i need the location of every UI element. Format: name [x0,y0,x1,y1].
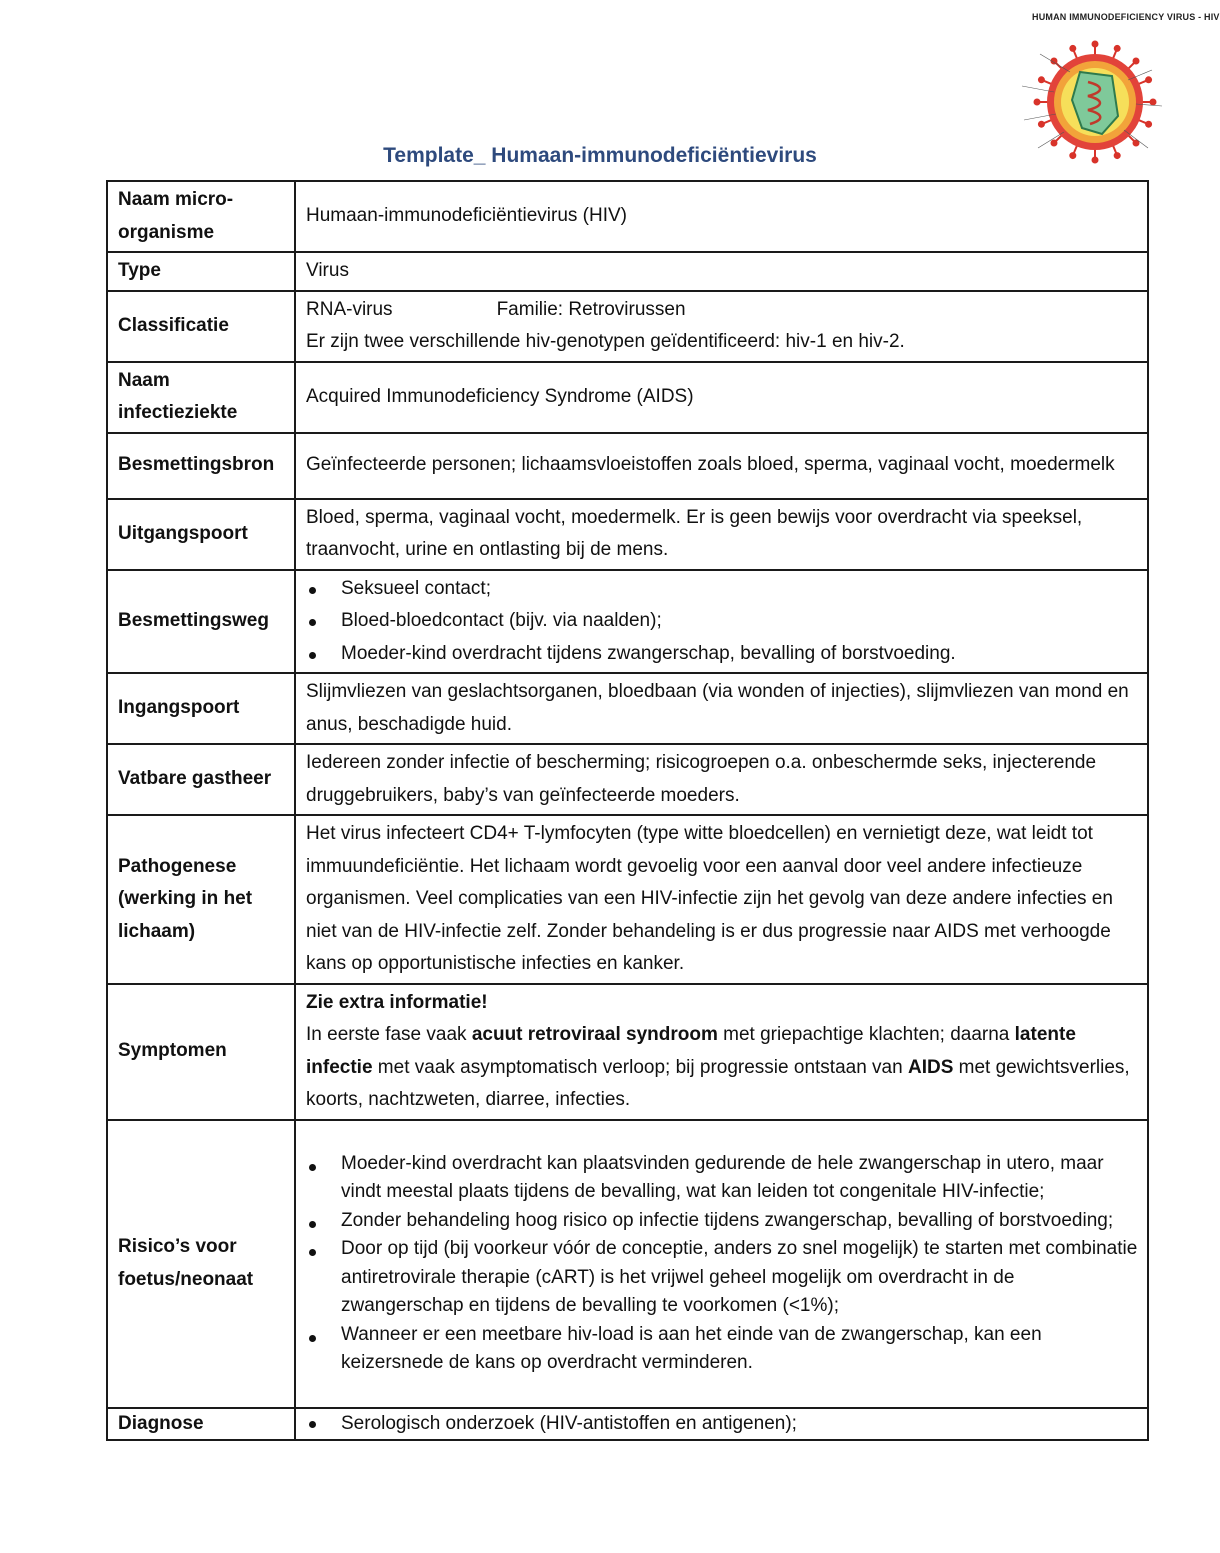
bullet-icon [309,1164,316,1171]
row-label: Naam micro-organisme [107,181,295,252]
figure-title: HUMAN IMMUNODEFICIENCY VIRUS - HIV [1032,12,1220,22]
spike-knob [1038,76,1045,83]
spike-knob [1034,99,1041,106]
list-item: Door op tijd (bij voorkeur vóór de conceptie, anders zo snel mogelijk) te starten met combinatie antiretrovirale therapie (cART) is het vrijwel geheel mogelijk om overdracht in de zwangerschap en tijdens de bevalling te voorkomen (<1%); [306,1235,1139,1321]
row-uitgang [107,499,1148,570]
row-value: Het virus infecteert CD4+ T-lymfocyten (type witte bloedcellen) en vernietigt deze, wat leidt tot immuundeficiëntie. Het lichaam wordt gevoelig voor een aanval door veel andere infectieuze organismen. Veel complicaties van een HIV-infectie zijn het gevolg van deze andere infecties en niet van de HIV-infectie zelf. Zonder behandeling is er dus progressie naar AIDS met verhoogde kans op opportunistische infecties en kanker. [295,815,1148,984]
list-item: Moeder-kind overdracht kan plaatsvinden gedurende de hele zwangerschap in utero, maar vindt meestal plaats tijdens de bevalling, wat kan leiden tot congenitale HIV-infectie; [306,1150,1139,1207]
row-classificatie [107,291,1148,362]
row-label: Risico’s voor foetus/neonaat [107,1120,295,1408]
bullet-icon [309,619,316,626]
row-value: Humaan-immunodeficiëntievirus (HIV) [295,181,1148,252]
row-label: Ingangspoort [107,673,295,744]
spike-knob [1092,41,1099,48]
row-label: Pathogenese (werking in het lichaam) [107,815,295,984]
row-ingang [107,673,1148,744]
row-label: Besmettingsbron [107,433,295,499]
spike-knob [1038,121,1045,128]
row-label: Naam infectieziekte [107,362,295,433]
row-label: Classificatie [107,291,295,362]
row-label: Uitgangspoort [107,499,295,570]
row-besmettingsweg [107,570,1148,674]
spike-knob [1114,45,1121,52]
row-value [295,291,1148,362]
familie: Familie: Retrovirussen [496,298,686,320]
row-risicos [107,1120,1148,1408]
row-value: Slijmvliezen van geslachtsorganen, bloedbaan (via wonden of injecties), slijmvliezen van mond en anus, beschadigde huid. [295,673,1148,744]
row-label: Type [107,252,295,291]
row-bron [107,433,1148,499]
bullet-icon [309,1335,316,1342]
list-item: Wanneer er een meetbare hiv-load is aan het einde van de zwangerschap, kan een keizersnede de kans op overdracht verminderen. [306,1321,1139,1378]
page-title: Template_ Humaan-immunodeficiëntievirus [383,144,817,167]
bullet-icon [309,1421,316,1428]
row-value: Virus [295,252,1148,291]
spike-knob [1145,76,1152,83]
bullet-icon [309,1249,316,1256]
row-label: Diagnose [107,1408,295,1440]
bullet-icon [309,1221,316,1228]
row-type [107,252,1148,291]
list-item: Seksueel contact; [306,573,1139,606]
list-item: Bloed-bloedcontact (bijv. via naalden); [306,605,1139,638]
row-value: Geïnfecteerde personen; lichaamsvloeistoffen zoals bloed, sperma, vaginaal vocht, moedermelk [295,433,1148,499]
row-ziekte [107,362,1148,433]
genotypen: Er zijn twee verschillende hiv-genotypen geïdentificeerd: hiv-1 en hiv-2. [306,331,905,352]
row-symptomen [107,984,1148,1120]
row-label: Vatbare gastheer [107,744,295,815]
row-diagnose [107,1408,1148,1440]
diagnose-list [306,1411,1139,1437]
list-item: Moeder-kind overdracht tijdens zwangerschap, bevalling of borstvoeding. [306,638,1139,671]
row-pathogenese [107,815,1148,984]
row-value: Acquired Immunodeficiency Syndrome (AIDS) [295,362,1148,433]
symptomen-heading: Zie extra informatie! [306,991,488,1013]
row-label: Besmettingsweg [107,570,295,674]
row-value: Bloed, sperma, vaginaal vocht, moedermelk. Er is geen bewijs voor overdracht via speeksel, traanvocht, urine en ontlasting bij de mens. [295,499,1148,570]
spike-knob [1145,121,1152,128]
microorganism-template-table [106,180,1149,1441]
symptomen-text: In eerste fase vaak acuut retroviraal syndroom met griepachtige klachten; daarna latente infectie met vaak asymptomatisch verloop; bij progressie ontstaan van AIDS met gewichtsverlies, koorts, nachtzweten, diarree, infecties. [306,1024,1130,1110]
row-gastheer [107,744,1148,815]
row-value: Iedereen zonder infectie of bescherming; risicogroepen o.a. onbeschermde seks, injecterende druggebruikers, baby’s van geïnfecteerde moeders. [295,744,1148,815]
spike-knob [1069,45,1076,52]
bullet-icon [309,587,316,594]
risicos-list [306,1150,1139,1378]
list-item: Serologisch onderzoek (HIV-antistoffen en antigenen); [306,1411,1139,1437]
rna-virus: RNA-virus [306,298,393,320]
spike-knob [1150,99,1157,106]
besmettingsweg-list [306,573,1139,671]
list-item: Zonder behandeling hoog risico op infectie tijdens zwangerschap, bevalling of borstvoeding; [306,1207,1139,1236]
spike-knob [1133,57,1140,64]
row-naam [107,181,1148,252]
bullet-icon [309,652,316,659]
row-label: Symptomen [107,984,295,1120]
